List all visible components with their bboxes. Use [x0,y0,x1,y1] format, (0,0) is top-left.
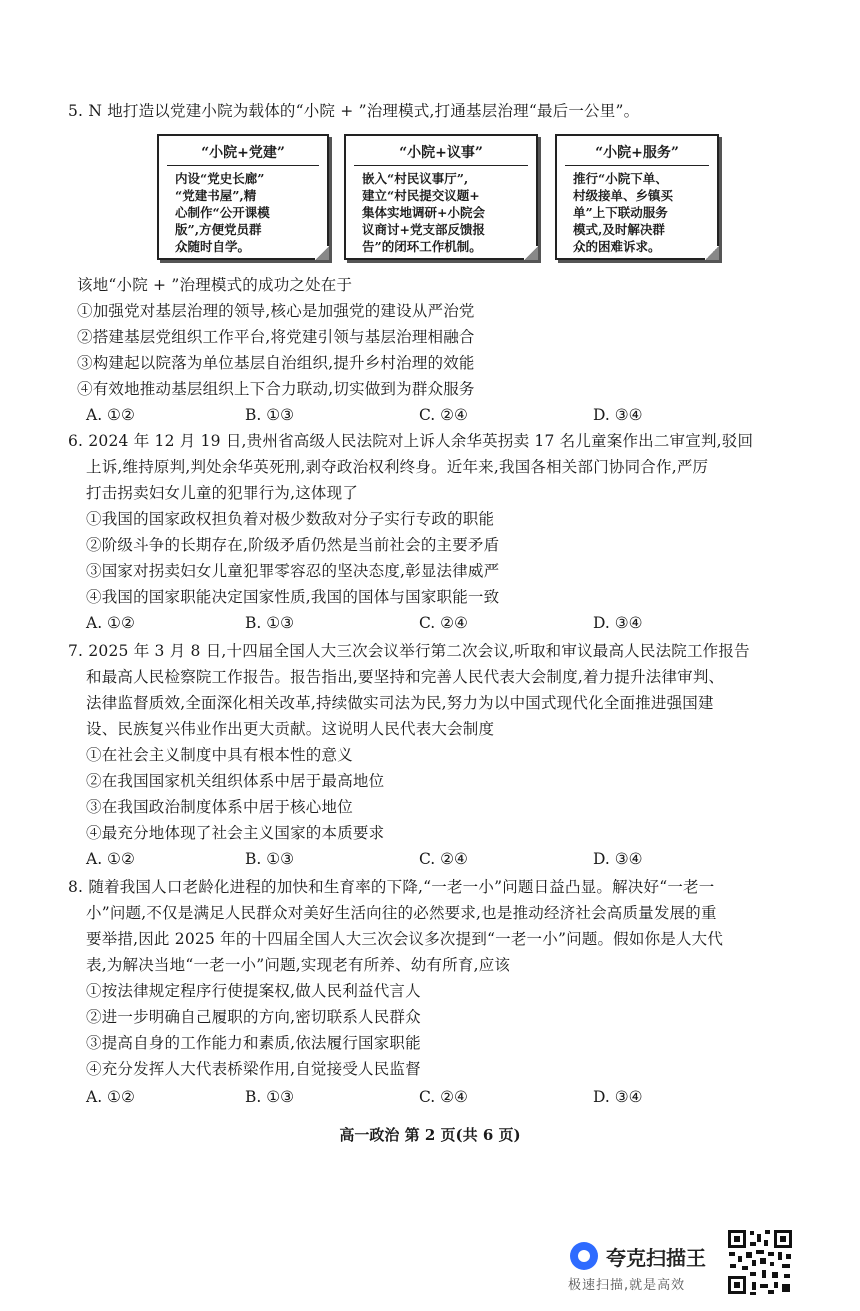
q7-option-b: B. ①③ [245,850,295,868]
q5-card-deliberation-line: 嵌入“村民议事厅”, [362,171,469,186]
q7-stem-line: 法律监督质效,全面深化相关改革,持续做实司法为民,努力为以中国式现代化全面推进强国建 [86,694,714,712]
q8-stem-line: 表,为解决当地“一老一小”问题,实现老有所养、幼有所育,应该 [86,956,511,974]
q7-stem-line: 和最高人民检察院工作报告。报告指出,要坚持和完善人民代表大会制度,着力提升法律审判、 [86,668,725,686]
q8-stem-line: 8. 随着我国人口老龄化进程的加快和生育率的下降,“一老一小”问题日益凸显。解决好“一老一 [68,878,715,896]
q5-option-b: B. ①③ [245,406,295,424]
q5-option-d: D. ③④ [593,406,643,424]
q8-option-a: A. ①② [86,1088,135,1106]
q6-option-b: B. ①③ [245,614,295,632]
q8-option-b: B. ①③ [245,1088,295,1106]
q5-card-service-line: 村级接单、乡镇买 [573,188,674,203]
qr-code-icon [726,1228,794,1296]
q5-item: ③构建起以院落为单位基层自治组织,提升乡村治理的效能 [77,354,475,372]
q7-item: ②在我国国家机关组织体系中居于最高地位 [86,772,385,790]
q5-card-party-title: “小院+党建” [167,142,319,166]
q7-item: ④最充分地体现了社会主义国家的本质要求 [86,824,385,842]
q5-item: ①加强党对基层治理的领导,核心是加强党的建设从严治党 [77,302,475,320]
q5-card-service-line: 模式,及时解决群 [573,222,665,237]
q7-stem-line: 设、民族复兴伟业作出更大贡献。这说明人民代表大会制度 [86,720,495,738]
q8-item: ②进一步明确自己履职的方向,密切联系人民群众 [86,1008,421,1026]
q7-option-d: D. ③④ [593,850,643,868]
q5-card-deliberation [344,134,538,260]
page-footer: 高一政治 第 2 页(共 6 页) [339,1126,521,1144]
q6-item: ②阶级斗争的长期存在,阶级矛盾仍然是当前社会的主要矛盾 [86,536,500,554]
q5-card-deliberation-line: 建立“村民提交议题+ [362,188,480,203]
q6-option-a: A. ①② [86,614,135,632]
q6-stem-line: 6. 2024 年 12 月 19 日,贵州省高级人民法院对上诉人余华英拐卖 17 名儿童案作出二审宣判,驳回 [68,432,754,450]
q6-item: ③国家对拐卖妇女儿童犯罪零容忍的坚决态度,彰显法律威严 [86,562,500,580]
scanner-watermark [562,1236,722,1296]
q6-option-c: C. ②④ [419,614,468,632]
q5-card-service-title: “小院+服务” [565,142,709,166]
page-curl-icon [315,246,329,260]
q8-item: ④充分发挥人大代表桥梁作用,自觉接受人民监督 [86,1060,421,1078]
q5-card-service-line: 众的困难诉求。 [573,239,661,254]
q5-item: ④有效地推动基层组织上下合力联动,切实做到为群众服务 [77,380,475,398]
q7-stem-line: 7. 2025 年 3 月 8 日,十四届全国人大三次会议举行第二次会议,听取和审议最高人民法院工作报告 [68,642,750,660]
q5-card-party-line: 心制作“公开课模 [175,205,270,220]
q5-item: ②搭建基层党组织工作平台,将党建引领与基层治理相融合 [77,328,475,346]
q8-option-d: D. ③④ [593,1088,643,1106]
q7-option-c: C. ②④ [419,850,468,868]
brand-name: 夸克扫描王 [606,1246,706,1270]
q5-card-party [157,134,329,260]
q5-card-deliberation-title: “小院+议事” [354,142,528,166]
q7-item: ①在社会主义制度中具有根本性的意义 [86,746,353,764]
q8-item: ①按法律规定程序行使提案权,做人民利益代言人 [86,982,421,1000]
q5-card-service [555,134,719,260]
q6-option-d: D. ③④ [593,614,643,632]
page-curl-icon [705,246,719,260]
q5-card-deliberation-line: 告”的闭环工作机制。 [362,239,482,254]
q5-option-c: C. ②④ [419,406,468,424]
q8-option-c: C. ②④ [419,1088,468,1106]
q6-stem-line: 打击拐卖妇女儿童的犯罪行为,这体现了 [86,484,359,502]
q8-stem-line: 要举措,因此 2025 年的十四届全国人大三次会议多次提到“一老一小”问题。假如你是人大代 [86,930,724,948]
q7-item: ③在我国政治制度体系中居于核心地位 [86,798,353,816]
brand-slogan: 极速扫描,就是高效 [568,1278,686,1293]
quark-logo-icon [570,1242,598,1270]
q5-card-party-line: 内设“党史长廊” [175,171,265,186]
q5-card-deliberation-line: 集体实地调研+小院会 [362,205,485,220]
q7-option-a: A. ①② [86,850,135,868]
page-curl-icon [524,246,538,260]
q5-stem: 5. N 地打造以党建小院为载体的“小院 + ”治理模式,打通基层治理“最后一公里”。 [68,102,640,120]
q5-card-service-line: 推行“小院下单、 [573,171,668,186]
q5-card-party-line: 版”,方便党员群 [175,222,262,237]
q5-card-party-line: 众随时自学。 [175,239,251,254]
q5-card-service-line: 单”上下联动服务 [573,205,668,220]
q5-card-deliberation-line: 议商讨+党支部反馈报 [362,222,485,237]
q5-option-a: A. ①② [86,406,135,424]
q6-item: ①我国的国家政权担负着对极少数敌对分子实行专政的职能 [86,510,495,528]
q6-stem-line: 上诉,维持原判,判处余华英死刑,剥夺政治权利终身。近年来,我国各相关部门协同合作,严厉 [86,458,709,476]
q8-stem-line: 小”问题,不仅是满足人民群众对美好生活向往的必然要求,也是推动经济社会高质量发展的重 [86,904,717,922]
q5-question: 该地“小院 + ”治理模式的成功之处在于 [77,276,353,294]
q5-card-party-line: “党建书屋”,精 [175,188,257,203]
q6-item: ④我国的国家职能决定国家性质,我国的国体与国家职能一致 [86,588,500,606]
q8-item: ③提高自身的工作能力和素质,依法履行国家职能 [86,1034,421,1052]
